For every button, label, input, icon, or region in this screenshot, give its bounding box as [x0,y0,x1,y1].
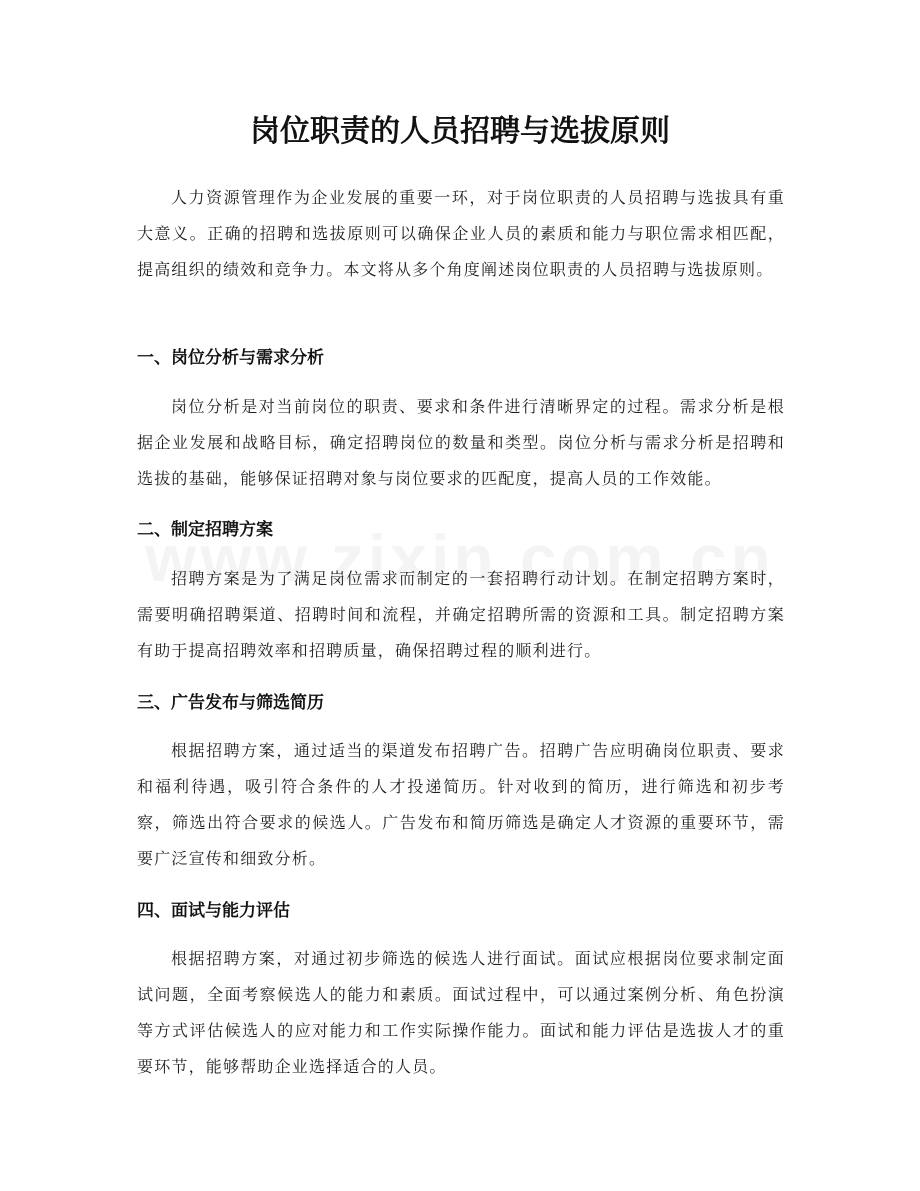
intro-paragraph: 人力资源管理作为企业发展的重要一环，对于岗位职责的人员招聘与选拔具有重大意义。正确的招聘和选拔原则可以确保企业人员的素质和能力与职位需求相匹配，提高组织的绩效和竞争力。本文将从多个角度阐述岗位职责的人员招聘与选拔原则。 [137,188,785,279]
section-body-2: 招聘方案是为了满足岗位需求而制定的一套招聘行动计划。在制定招聘方案时，需要明确招聘渠道、招聘时间和流程，并确定招聘所需的资源和工具。制定招聘方案有助于提高招聘效率和招聘质量，确保招聘过程的顺利进行。 [137,569,785,660]
section-heading-1: 一、岗位分析与需求分析 [137,348,324,368]
section-body-4: 根据招聘方案，对通过初步筛选的候选人进行面试。面试应根据岗位要求制定面试问题，全面考察候选人的能力和素质。面试过程中，可以通过案例分析、角色扮演等方式评估候选人的应对能力和工作实际操作能力。面试和能力评估是选拔人才的重要环节，能够帮助企业选择适合的人员。 [137,949,785,1076]
section-body-1: 岗位分析是对当前岗位的职责、要求和条件进行清晰界定的过程。需求分析是根据企业发展和战略目标，确定招聘岗位的数量和类型。岗位分析与需求分析是招聘和选拔的基础，能够保证招聘对象与岗位要求的匹配度，提高人员的工作效能。 [137,397,785,488]
section-heading-4: 四、面试与能力评估 [137,901,290,921]
document-title: 岗位职责的人员招聘与选拔原则 [250,114,670,149]
section-heading-3: 三、广告发布与筛选简历 [137,693,324,713]
section-heading-2: 二、制定招聘方案 [137,520,273,540]
section-body-3: 根据招聘方案，通过适当的渠道发布招聘广告。招聘广告应明确岗位职责、要求和福利待遇，吸引符合条件的人才投递简历。针对收到的简历，进行筛选和初步考察，筛选出符合要求的候选人。广告发布和简历筛选是确定人才资源的重要环节，需要广泛宣传和细致分析。 [137,741,785,868]
